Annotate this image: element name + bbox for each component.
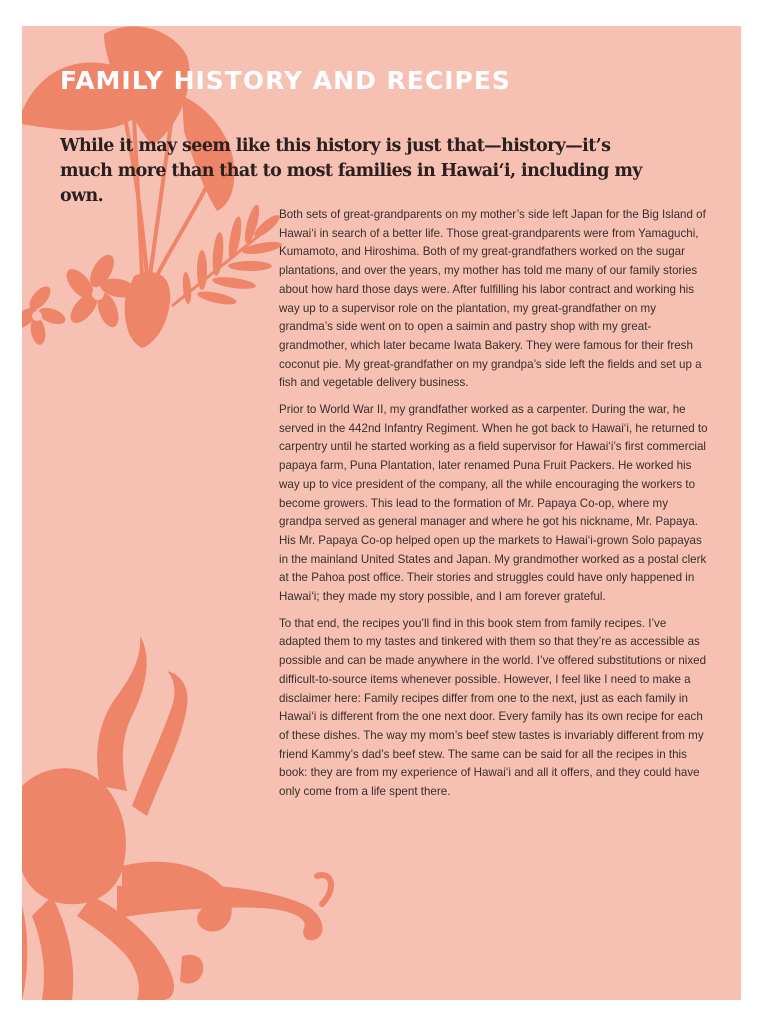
taro-root-icon (125, 272, 171, 348)
book-page (22, 26, 741, 1000)
plumeria-flower-icon (22, 251, 137, 346)
octopus-icon (22, 636, 322, 1000)
octopus-tentacle-curl-icon (317, 875, 331, 904)
page-subtitle: While it may seem like this history is just that—history—it’s much more than that to most families in Hawai‘i, including my own. (60, 136, 642, 206)
body-paragraph: Both sets of great-grandparents on my mother’s side left Japan for the Big Island of Hawai‘i in search of a better life. Those great-grandparents were from Yamaguchi, Kumamoto, and Hiroshima. Both of my great-grandfathers worked on the sugar plantations, and over the years, my mother has told me many of our family stories about how hard those days were. After fulfilling his labor contract and working his way up to a supervisor role on the plantation, my great-grandfather on my grandma’s side went on to open a saimin and pastry shop with my great-grandmother, which later became Iwata Bakery. They were famous for their fresh coconut pie. My great-grandfather on my grandpa’s side left the fields and set up a fish and vegetable delivery business. (279, 208, 706, 390)
body-paragraph: Prior to World War II, my grandfather worked as a carpenter. During the war, he served in the 442nd Infantry Regiment. When he got back to Hawai‘i, he returned to carpentry until he started working as a field supervisor for Hawai‘i’s first commercial papaya farm, Puna Plantation, later renamed Puna Fruit Packers. He worked his way up to vice president of the company, all the while encouraging the workers to become growers. This lead to the formation of Mr. Papaya Co-op, where my grandpa served as general manager and where he got his nickname, Mr. Papaya. His Mr. Papaya Co-op helped open up the markets to Hawai‘i-grown Solo papayas in the mainland United States and Japan. My grandmother worked as a postal clerk at the Pahoa post office. Their stories and struggles could have only happened in Hawai‘i; they made my story possible, and I am forever grateful. (279, 403, 708, 604)
page-title: FAMILY HISTORY AND RECIPES (60, 66, 511, 95)
body-paragraph: To that end, the recipes you’ll find in this book stem from family recipes. I’ve adapted them to my tastes and tinkered with them so that they’re as accessible as possible and can be made anywhere in the world. I’ve offered substitutions or nixed difficult-to-source items whenever possible. However, I feel like I need to make a disclaimer here: Family recipes differ from one to the next, just as each family in Hawai‘i is different from the one next door. Every family has its own recipe for each of these dishes. The way my mom’s beef stew tastes is invariably different from my friend Kammy’s dad’s beef stew. The same can be said for all the recipes in this book: they are from my experience of Hawai‘i and all it offers, and they could have only come from a life spent there. (279, 616, 707, 799)
body-text (279, 206, 709, 810)
